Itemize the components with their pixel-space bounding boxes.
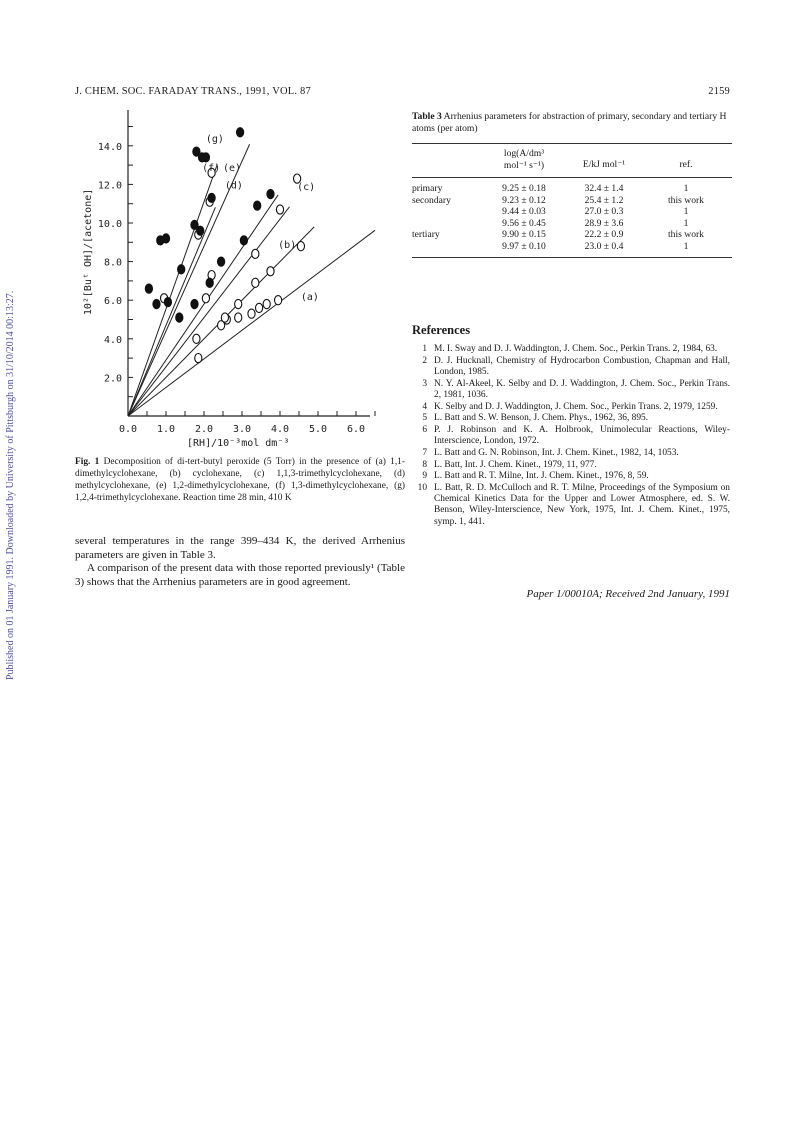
table-cell-type	[412, 206, 480, 218]
data-point	[199, 153, 206, 162]
reference-item	[412, 483, 730, 528]
reference-item	[412, 379, 730, 401]
series-label: (e)	[223, 162, 242, 174]
reference-number: 1	[422, 344, 427, 354]
body-text	[75, 535, 405, 589]
table-row	[412, 241, 732, 253]
table-cell-ref: this work	[668, 194, 704, 206]
series-label: (d)	[224, 180, 243, 192]
data-point	[191, 299, 198, 308]
reference-item	[412, 460, 730, 471]
data-point	[218, 257, 225, 266]
reference-item	[412, 413, 730, 424]
table-header-ref: ref.	[679, 159, 693, 170]
header-loga-line2: mol⁻¹ s⁻¹)	[503, 159, 545, 171]
y-tick-label: 8.0	[103, 257, 122, 269]
side-download-note	[5, 120, 19, 680]
running-header: J. CHEM. SOC. FARADAY TRANS., 1991, VOL. 87	[75, 86, 311, 97]
data-point	[297, 242, 304, 251]
table-cell-loga: 9.25 ± 0.18	[502, 183, 546, 194]
data-point	[208, 193, 215, 202]
reference-text: L. Batt and R. T. Milne, Int. J. Chem. Kinet., 1976, 8, 59.	[434, 471, 649, 482]
table-cell-e: 27.0 ± 0.3	[584, 206, 624, 217]
data-point	[221, 313, 228, 322]
table-header-e: E/kJ mol⁻¹	[582, 159, 626, 170]
table-row	[412, 229, 732, 241]
series-line	[128, 230, 375, 416]
table-cell-e: 22.2 ± 0.9	[584, 229, 624, 240]
y-tick-label: 12.0	[97, 180, 122, 192]
data-point	[162, 234, 169, 243]
reference-text: L. Batt, Int. J. Chem. Kinet., 1979, 11, 977.	[434, 459, 597, 470]
table-header-row	[412, 148, 732, 176]
table-bottom-rule	[412, 257, 732, 258]
x-tick-label: 0.0	[118, 424, 138, 435]
table-cell-ref: 1	[683, 240, 689, 252]
data-point	[237, 128, 244, 137]
header-loga-line1: log(A/dm³	[503, 148, 545, 159]
series-label: (a)	[300, 292, 319, 304]
reference-number: 2	[422, 355, 427, 366]
x-tick-label: 1.0	[156, 424, 176, 435]
reference-number: 7	[422, 447, 427, 458]
y-tick-label: 6.0	[103, 296, 122, 308]
series-label: (c)	[297, 182, 316, 194]
arrhenius-table	[412, 148, 732, 252]
reference-text: L. Batt and S. W. Benson, J. Chem. Phys., 1962, 36, 895.	[434, 413, 649, 424]
data-point	[267, 189, 274, 198]
table-cell-e: 25.4 ± 1.2	[584, 194, 624, 206]
data-point	[263, 299, 270, 308]
reference-text: N. Y. Al-Akeel, K. Selby and D. J. Waddington, J. Chem. Soc., Perkin Trans. 2, 1981, 1036.	[434, 378, 730, 400]
reference-item	[412, 448, 730, 459]
reference-text: D. J. Hucknall, Chemistry of Hydrocarbon Combustion, Chapman and Hall, London, 1985.	[434, 355, 730, 377]
table-header-loga	[480, 148, 568, 171]
reference-number: 3	[422, 378, 427, 389]
x-tick-label: 2.0	[194, 424, 214, 435]
x-tick-label: 6.0	[346, 424, 366, 435]
data-point	[275, 296, 282, 305]
data-point	[202, 294, 209, 303]
table-body	[412, 183, 732, 252]
table-cell-ref: this work	[668, 229, 704, 240]
reference-text: K. Selby and D. J. Waddington, J. Chem. Soc., Perkin Trans. 2, 1979, 1259.	[434, 401, 718, 412]
y-tick-label: 10.0	[97, 219, 122, 230]
reference-item	[412, 356, 730, 378]
series-label: (b)	[278, 240, 297, 252]
data-point	[145, 284, 152, 293]
y-tick-label: 2.0	[103, 373, 122, 385]
data-point	[252, 249, 259, 258]
reference-text: L. Batt, R. D. McCulloch and R. T. Milne, Proceedings of the Symposium on Chemical Kinetics Data for the Upper and Lower Atmosphere, ed. S. W. Benson, Wiley-Interscience, New York, 1975, Int. J. Chem. Kinet., 1975, symp. 1, 441.	[434, 482, 730, 527]
reference-number: 5	[422, 413, 427, 424]
reference-item	[412, 344, 730, 355]
table-cell-loga: 9.90 ± 0.15	[502, 229, 546, 240]
data-point	[178, 265, 185, 274]
table-cell-loga: 9.56 ± 0.45	[502, 217, 546, 229]
x-tick-label: 4.0	[270, 424, 290, 435]
y-tick-label: 14.0	[97, 141, 122, 153]
reference-number: 10	[417, 482, 427, 493]
data-point	[240, 236, 247, 245]
data-point	[252, 278, 259, 287]
reference-item	[412, 425, 730, 447]
table-cell-type: secondary	[412, 194, 451, 206]
x-tick-label: 3.0	[232, 424, 252, 435]
table-row	[412, 183, 732, 195]
figure-1-chart	[70, 98, 405, 453]
side-note-text: Published on 01 January 1991. Downloaded by University of Pittsburgh on 31/10/2014 00:13:27.	[5, 290, 16, 680]
reference-number: 8	[422, 459, 427, 470]
data-point	[164, 298, 171, 307]
table-row	[412, 206, 732, 218]
paper-received-line: Paper 1/00010A; Received 2nd January, 1991	[526, 588, 730, 600]
data-point	[267, 267, 274, 276]
figure-caption-text: Decomposition of di-tert-butyl peroxide (5 Torr) in the presence of (a) 1,1-dimethylcyclohexane, (b) cyclohexane, (c) 1,1,3-trimethylcyclohexane, (d) methylcyclohexane, (e) 1,2-dimethylcyclohexane, (f) 1,3-dimethylcyclohexane, (g) 1,2,4-trimethylcyclohexane. Reaction time 28 min, 410 K	[75, 457, 405, 503]
reference-item	[412, 402, 730, 413]
table-row	[412, 218, 732, 230]
table-cell-ref: 1	[683, 206, 689, 217]
table-cell-loga: 9.97 ± 0.10	[502, 240, 546, 252]
table-row	[412, 195, 732, 207]
series-line	[128, 207, 290, 416]
data-point	[193, 334, 200, 343]
table-cell-type: primary	[412, 183, 443, 194]
page-number: 2159	[708, 86, 730, 97]
body-paragraph-1: several temperatures in the range 399–434 K, the derived Arrhenius parameters are given in Table 3.	[75, 535, 405, 561]
series-line	[128, 207, 215, 416]
table-cell-e: 32.4 ± 1.4	[584, 183, 624, 194]
y-tick-label: 4.0	[103, 334, 122, 346]
data-point	[254, 201, 261, 210]
data-point	[153, 299, 160, 308]
table-label: Table 3	[412, 111, 442, 122]
data-point	[248, 309, 255, 318]
table-cell-ref: 1	[683, 183, 689, 194]
x-axis-label: [RH]/10⁻³mol dm⁻³	[187, 438, 290, 449]
table-cell-type: tertiary	[412, 229, 440, 240]
figure-caption	[75, 456, 405, 504]
table-top-rule	[412, 143, 732, 144]
figure-label: Fig. 1	[75, 457, 100, 467]
reference-text: P. J. Robinson and K. A. Holbrook, Unimolecular Reactions, Wiley-Interscience, London, 1972.	[434, 424, 730, 447]
series-label: (f)	[202, 162, 221, 174]
series-line	[128, 164, 217, 416]
table-cell-ref: 1	[683, 217, 689, 229]
references-list	[412, 344, 730, 528]
series-label: (g)	[205, 133, 224, 145]
data-point	[195, 354, 202, 363]
data-point	[235, 299, 242, 308]
data-point	[276, 205, 283, 214]
reference-number: 6	[422, 424, 427, 435]
table-cell-type	[412, 218, 480, 230]
reference-number: 9	[422, 471, 427, 482]
y-axis-label: 10²[Buᵗ OH]/[acetone]	[83, 188, 94, 316]
data-point	[206, 278, 213, 287]
table-caption: Arrhenius parameters for abstraction of primary, secondary and tertiary H atoms (per atom)	[412, 111, 727, 134]
body-paragraph-2: A comparison of the present data with those reported previously¹ (Table 3) shows that the Arrhenius parameters are in good agreement.	[75, 562, 405, 588]
references-heading: References	[412, 323, 471, 337]
data-point	[197, 226, 204, 235]
table-cell-e: 23.0 ± 0.4	[584, 240, 624, 252]
table-cell-loga: 9.23 ± 0.12	[502, 194, 546, 206]
data-point	[176, 313, 183, 322]
reference-text: M. I. Sway and D. J. Waddington, J. Chem. Soc., Perkin Trans. 2, 1984, 63.	[434, 344, 718, 354]
table-title	[412, 111, 732, 135]
table-cell-type	[412, 241, 480, 253]
table-cell-loga: 9.44 ± 0.03	[502, 206, 546, 217]
data-point	[256, 303, 263, 312]
reference-number: 4	[422, 401, 427, 412]
reference-item	[412, 471, 730, 482]
table-cell-e: 28.9 ± 3.6	[584, 217, 624, 229]
data-point	[235, 313, 242, 322]
reference-text: L. Batt and G. N. Robinson, Int. J. Chem. Kinet., 1982, 14, 1053.	[434, 447, 679, 458]
x-tick-label: 5.0	[308, 424, 328, 435]
